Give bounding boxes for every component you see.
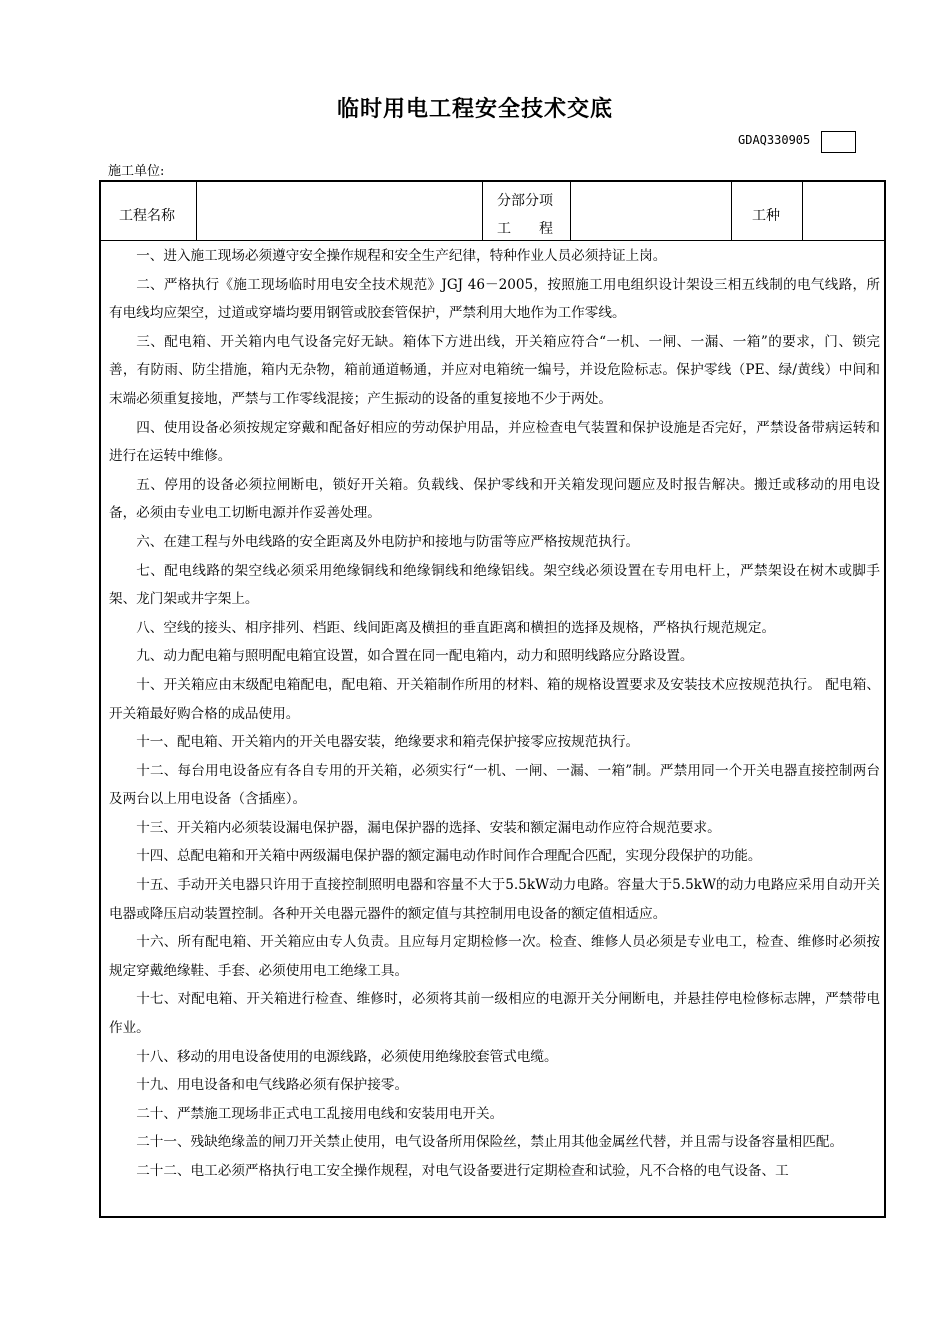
list-item: 十、开关箱应由末级配电箱配电，配电箱、开关箱制作所用的材料、箱的规格设置要求及安装技术应按规范执行。 配电箱、开关箱最好购合格的成品使用。 — [109, 676, 880, 722]
list-item: 七、配电线路的架空线必须采用绝缘铜线和绝缘铜线和绝缘铝线。架空线必须设置在专用电杆上，严禁架设在树木或脚手架、龙门架或井字架上。 — [109, 562, 880, 608]
disclosure-table — [99, 180, 886, 1218]
list-item: 十五、手动开关电器只许用于直接控制照明电器和容量不大于5.5kW动力电路。容量大于5.5kW的动力电路应采用自动开关电器或降压启动装置控制。各种开关电器元器件的额定值与其控制用电设备的额定值相适应。 — [109, 877, 880, 922]
list-item: 二十二、电工必须严格执行电工安全操作规程，对电气设备要进行定期检查和试验，凡不合格的电气设备、工 — [136, 1163, 789, 1179]
list-item: 十三、开关箱内必须装设漏电保护器，漏电保护器的选择、安装和额定漏电动作应符合规范要求。 — [136, 819, 721, 836]
header-divider — [570, 182, 571, 240]
list-item: 十七、对配电箱、开关箱进行检查、维修时，必须将其前一级相应的电源开关分闸断电，并悬挂停电检修标志牌，严禁带电作业。 — [109, 991, 880, 1037]
list-item: 二十、严禁施工现场非正式电工乱接用电线和安装用电开关。 — [136, 1105, 504, 1122]
form-code-box — [821, 131, 856, 153]
list-item: 五、停用的设备必须拉闸断电，锁好开关箱。负载线、保护零线和开关箱发现问题应及时报告解决。搬迁或移动的用电设备，必须由专业电工切断电源并作妥善处理。 — [109, 476, 880, 522]
list-item: 八、空线的接头、相序排列、档距、线间距离及横担的垂直距离和横担的选择及规格，严格执行规范规定。 — [136, 619, 776, 636]
list-item: 十四、总配电箱和开关箱中两级漏电保护器的额定漏电动作时间作合理配合匹配，实现分段保护的功能。 — [136, 848, 762, 865]
list-item: 二、严格执行《施工现场临时用电安全技术规范》JGJ 46－2005，按照施工用电组织设计架设三相五线制的电气线路，所有电线均应架空，过道或穿墙均要用钢管或胶套管保护，严禁利用大地作为工作零线。 — [109, 276, 880, 322]
trade-label: 工种 — [752, 208, 780, 224]
list-item: 十八、移动的用电设备使用的电源线路，必须使用绝缘胶套管式电缆。 — [136, 1048, 558, 1065]
list-item: 十九、用电设备和电气线路必须有保护接零。 — [136, 1077, 409, 1094]
form-code: GDAQ330905 — [738, 133, 811, 147]
list-item: 十一、配电箱、开关箱内的开关电器安装，绝缘要求和箱壳保护接零应按规范执行。 — [136, 734, 640, 751]
list-item: 一、进入施工现场必须遵守安全操作规程和安全生产纪律，特种作业人员必须持证上岗。 — [136, 248, 667, 264]
project-name-label: 工程名称 — [119, 208, 175, 224]
header-divider — [802, 182, 803, 240]
list-item: 六、在建工程与外电线路的安全距离及外电防护和接地与防雷等应严格按规范执行。 — [136, 533, 640, 550]
header-divider — [731, 182, 732, 240]
header-divider — [482, 182, 483, 240]
list-item: 九、动力配电箱与照明配电箱宜设置，如合置在同一配电箱内，动力和照明线路应分路设置。 — [136, 648, 694, 665]
list-item: 十六、所有配电箱、开关箱应由专人负责。且应每月定期检修一次。检查、维修人员必须是专业电工，检查、维修时必须按规定穿戴绝缘鞋、手套、必须使用电工绝缘工具。 — [109, 934, 880, 979]
sub-project-label-line2: 工 程 — [497, 221, 553, 237]
list-item: 十二、每台用电设备应有各自专用的开关箱，必须实行“一机、一闸、一漏、一箱”制。严禁用同一个开关电器直接控制两台及两台以上用电设备（含插座）。 — [109, 762, 880, 808]
header-divider — [196, 182, 197, 240]
disclosure-content — [109, 242, 880, 1186]
table-header-row — [101, 182, 884, 241]
construction-unit-label: 施工单位: — [108, 164, 165, 179]
list-item: 三、配电箱、开关箱内电气设备完好无缺。箱体下方进出线，开关箱应符合“一机、一闸、一漏、一箱”的要求，门、锁完善，有防雨、防尘措施，箱内无杂物，箱前通道畅通，并应对电箱统一编号，并设危险标志。保护零线（PE、绿/黄线）中间和末端必须重复接地，严禁与工作零线混接；产生振动的设备的重复接地不少于两处。 — [109, 333, 880, 407]
list-item: 二十一、残缺绝缘盖的闸刀开关禁止使用，电气设备所用保险丝，禁止用其他金属丝代替，并且需与设备容量相匹配。 — [136, 1134, 844, 1151]
page-title: 临时用电工程安全技术交底 — [336, 97, 613, 122]
sub-project-label-line1: 分部分项 — [497, 193, 553, 209]
list-item: 四、使用设备必须按规定穿戴和配备好相应的劳动保护用品，并应检查电气装置和保护设施是否完好，严禁设备带病运转和进行在运转中维修。 — [109, 419, 880, 465]
